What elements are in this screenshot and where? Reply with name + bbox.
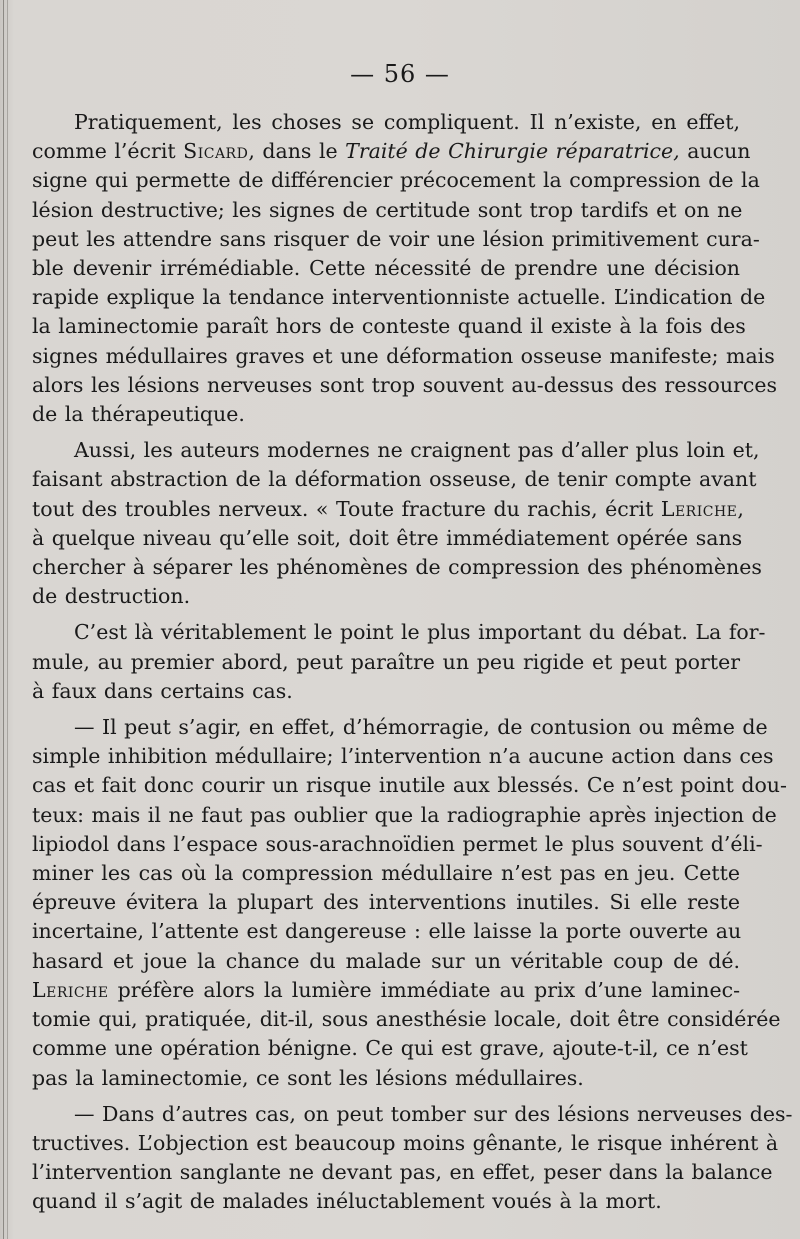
text-line: lipiodol dans l’espace sous-arachnoïdien permet le plus souvent d’éli- bbox=[32, 831, 763, 856]
text-line: hasard et joue la chance du malade sur un véritable coup de dé. bbox=[32, 948, 740, 973]
text-line: Aussi, les auteurs modernes ne craignent pas d’aller plus loin et, bbox=[74, 438, 760, 463]
binding-edge bbox=[7, 0, 8, 1239]
text-line: — Il peut s’agir, en effet, d’hémorragie, de contusion ou même de bbox=[74, 715, 768, 740]
text-line: tout des troubles nerveux. « Toute fracture du rachis, écrit Leriche, bbox=[32, 496, 744, 521]
text-line: ble devenir irrémédiable. Cette nécessité de prendre une décision bbox=[32, 256, 740, 281]
text-line: — Dans d’autres cas, on peut tomber sur des lésions nerveuses des- bbox=[74, 1101, 793, 1126]
text-line: lésion destructive; les signes de certitude sont trop tardifs et on ne bbox=[32, 197, 743, 222]
text-line: à quelque niveau qu’elle soit, doit être immédiatement opérée sans bbox=[32, 525, 743, 550]
paragraph bbox=[32, 436, 762, 611]
text-line: à faux dans certains cas. bbox=[32, 678, 293, 703]
text-line: Leriche préfère alors la lumière immédiate au prix d’une laminec- bbox=[32, 977, 740, 1002]
paragraph bbox=[32, 618, 766, 706]
text-line: cas et fait donc courir un risque inutile aux blessés. Ce n’est point dou- bbox=[32, 773, 787, 798]
text-line: tructives. L’objection est beaucoup moins gênante, le risque inhérent à bbox=[32, 1130, 779, 1155]
text-line: chercher à séparer les phénomènes de compression des phénomènes bbox=[32, 555, 762, 580]
text-line: teux: mais il ne faut pas oublier que la radiographie après injection de bbox=[32, 802, 777, 827]
text-line: épreuve évitera la plupart des interventions inutiles. Si elle reste bbox=[32, 890, 740, 915]
text-line: de destruction. bbox=[32, 584, 191, 609]
body-text bbox=[32, 108, 793, 1224]
book-title: Traité de Chirurgie réparatrice, bbox=[345, 139, 680, 164]
paragraph bbox=[32, 713, 787, 1093]
text-line: signe qui permette de différencier précocement la compression de la bbox=[32, 168, 760, 193]
text-line: la laminectomie paraît hors de conteste quand il existe à la fois des bbox=[32, 314, 746, 339]
text-line: peut les attendre sans risquer de voir une lésion primitivement cura- bbox=[32, 226, 760, 251]
paragraph bbox=[32, 108, 777, 429]
text-line: Pratiquement, les choses se compliquent. Il n’existe, en effet, bbox=[74, 110, 740, 134]
text-line: signes médullaires graves et une déformation osseuse manifeste; mais bbox=[32, 343, 775, 368]
paragraph bbox=[32, 1100, 793, 1217]
text-line: comme l’écrit Sicard, dans le Traité de Chirurgie réparatrice, aucun bbox=[32, 139, 751, 164]
text-line: comme une opération bénigne. Ce qui est grave, ajoute-t-il, ce n’est bbox=[32, 1036, 748, 1061]
text-line: mule, au premier abord, peut paraître un peu rigide et peut porter bbox=[32, 649, 740, 674]
text-line: rapide explique la tendance interventionniste actuelle. L’indication de bbox=[32, 285, 766, 310]
text-line: C’est là véritablement le point le plus important du débat. La for- bbox=[74, 620, 766, 645]
page-number: — 56 — bbox=[350, 60, 450, 88]
text-line: faisant abstraction de la déformation osseuse, de tenir compte avant bbox=[32, 467, 757, 492]
author-name: Sicard bbox=[183, 139, 249, 164]
text-line: tomie qui, pratiquée, dit-il, sous anesthésie locale, doit être considérée bbox=[32, 1007, 781, 1032]
text-line: quand il s’agit de malades inéluctablement voués à la mort. bbox=[32, 1189, 662, 1214]
text-line: alors les lésions nerveuses sont trop souvent au-dessus des ressources bbox=[32, 372, 777, 397]
author-name: Leriche bbox=[32, 977, 109, 1002]
binding-edge bbox=[3, 0, 4, 1239]
text-line: l’intervention sanglante ne devant pas, en effet, peser dans la balance bbox=[32, 1160, 773, 1185]
text-line: incertaine, l’attente est dangereuse : elle laisse la porte ouverte au bbox=[32, 919, 742, 944]
text-line: de la thérapeutique. bbox=[32, 402, 245, 427]
text-line: miner les cas où la compression médullaire n’est pas en jeu. Cette bbox=[32, 861, 740, 886]
text-line: simple inhibition médullaire; l’intervention n’a aucune action dans ces bbox=[32, 744, 774, 769]
text-line: pas la laminectomie, ce sont les lésions médullaires. bbox=[32, 1065, 584, 1090]
author-name: Leriche bbox=[660, 496, 738, 521]
